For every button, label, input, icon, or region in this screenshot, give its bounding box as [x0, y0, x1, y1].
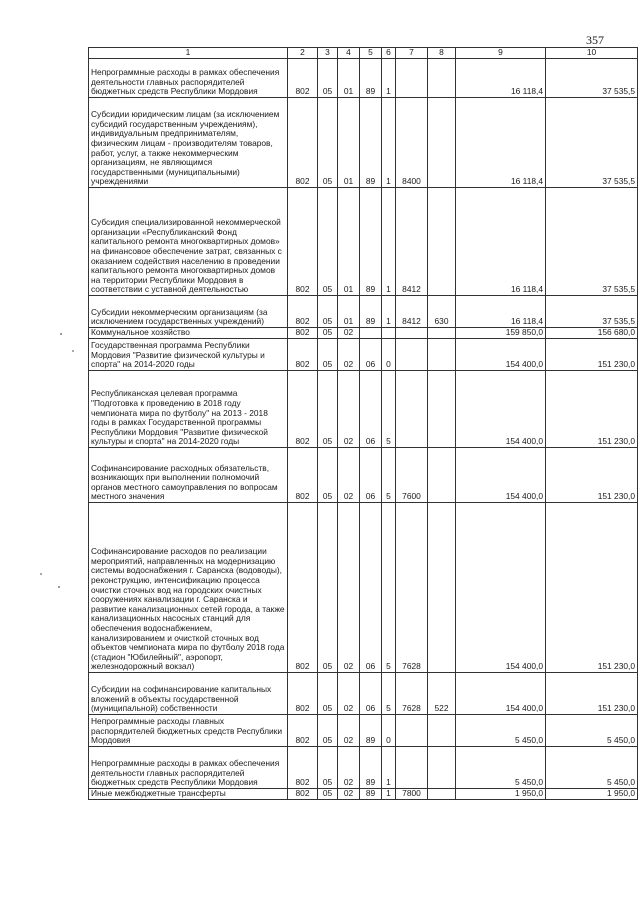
row-name: Софинансирование расходных обязательств, возникающих при выполнении полномочий органов местного самоуправления по вопросам местного значения [89, 448, 288, 503]
row-name: Непрограммные расходы в рамках обеспечения деятельности главных распорядителей бюджетных средств Республики Мордовия [89, 59, 288, 98]
cell-expense-type [428, 747, 456, 789]
cell-expense-type [428, 328, 456, 339]
row-name: Субсидии некоммерческим организациям (за исключением государственных учреждений) [89, 296, 288, 328]
cell-direction [396, 747, 428, 789]
cell-expense-type [428, 371, 456, 448]
table-row [89, 59, 638, 98]
table-row [89, 789, 638, 800]
cell-amount-2: 5 450,0 [546, 715, 638, 747]
cell-subprogram: 1 [382, 747, 396, 789]
cell-amount-1: 154 400,0 [456, 339, 546, 371]
cell-subprogram: 5 [382, 448, 396, 503]
cell-direction: 7600 [396, 448, 428, 503]
column-header: 5 [360, 48, 382, 59]
budget-table [88, 47, 638, 800]
cell-direction [396, 339, 428, 371]
cell-direction: 8412 [396, 188, 428, 296]
cell-program: 06 [360, 448, 382, 503]
cell-direction [396, 371, 428, 448]
cell-section: 05 [318, 789, 338, 800]
cell-ministry: 802 [288, 503, 318, 673]
cell-program: 06 [360, 371, 382, 448]
cell-subprogram: 1 [382, 188, 396, 296]
column-header: 3 [318, 48, 338, 59]
cell-amount-2: 37 535,5 [546, 59, 638, 98]
table-row [89, 715, 638, 747]
cell-subsection: 02 [338, 789, 360, 800]
cell-ministry: 802 [288, 98, 318, 188]
cell-amount-1: 16 118,4 [456, 296, 546, 328]
cell-expense-type [428, 188, 456, 296]
cell-expense-type [428, 59, 456, 98]
cell-ministry: 802 [288, 339, 318, 371]
cell-program: 89 [360, 59, 382, 98]
cell-amount-2: 37 535,5 [546, 296, 638, 328]
scan-speck [58, 586, 60, 588]
cell-amount-1: 16 118,4 [456, 59, 546, 98]
cell-program: 89 [360, 188, 382, 296]
cell-amount-2: 151 230,0 [546, 503, 638, 673]
cell-amount-1: 16 118,4 [456, 98, 546, 188]
column-header: 8 [428, 48, 456, 59]
page-number: 357 [586, 33, 604, 47]
table-row [89, 747, 638, 789]
row-name: Республиканская целевая программа "Подготовка к проведению в 2018 году чемпионата мира по футболу" на 2013 - 2018 годы в рамках Государственной программы Республики Мордовия "Развитие физической культуры и спорта" на 2014-2020 годы [89, 371, 288, 448]
cell-amount-1: 5 450,0 [456, 747, 546, 789]
cell-amount-2: 151 230,0 [546, 448, 638, 503]
cell-ministry: 802 [288, 328, 318, 339]
table-row [89, 371, 638, 448]
row-name: Государственная программа Республики Мордовия "Развитие физической культуры и спорта" на 2014-2020 годы [89, 339, 288, 371]
table-row [89, 673, 638, 715]
cell-direction: 8400 [396, 98, 428, 188]
cell-subsection: 01 [338, 59, 360, 98]
cell-program [360, 328, 382, 339]
row-name: Софинансирование расходов по реализации мероприятий, направленных на модернизацию системы водоснабжения г. Саранска (водоводы), реконструкцию, интенсификацию процесса очистки сточных вод на городских очистных сооружениях канализации г. Саранска и развитие канализационных сетей города, а также канализационных насосных станций для обеспечения водоснабжением, канализированием и очисткой сточных вод объектов чемпионата мира по футболу 2018 года (стадион "Юбилейный", аэропорт, железнодорожный вокзал) [89, 503, 288, 673]
cell-direction [396, 715, 428, 747]
scan-speck [60, 333, 62, 335]
cell-amount-2: 5 450,0 [546, 747, 638, 789]
row-name: Непрограммные расходы главных распорядителей бюджетных средств Республики Мордовия [89, 715, 288, 747]
cell-amount-1: 159 850,0 [456, 328, 546, 339]
cell-ministry: 802 [288, 747, 318, 789]
cell-subsection: 02 [338, 503, 360, 673]
cell-direction: 7628 [396, 673, 428, 715]
cell-amount-1: 16 118,4 [456, 188, 546, 296]
cell-expense-type [428, 789, 456, 800]
cell-expense-type [428, 339, 456, 371]
cell-section: 05 [318, 98, 338, 188]
cell-program: 89 [360, 296, 382, 328]
cell-subprogram: 1 [382, 98, 396, 188]
table-row [89, 448, 638, 503]
column-header: 2 [288, 48, 318, 59]
cell-program: 89 [360, 715, 382, 747]
cell-section: 05 [318, 747, 338, 789]
cell-amount-2: 151 230,0 [546, 371, 638, 448]
cell-amount-1: 5 450,0 [456, 715, 546, 747]
cell-subsection: 02 [338, 339, 360, 371]
cell-subsection: 02 [338, 328, 360, 339]
cell-amount-2: 1 950,0 [546, 789, 638, 800]
cell-program: 89 [360, 98, 382, 188]
cell-subprogram: 5 [382, 371, 396, 448]
cell-amount-1: 154 400,0 [456, 371, 546, 448]
cell-subprogram: 1 [382, 296, 396, 328]
scan-speck [72, 350, 74, 352]
cell-amount-2: 37 535,5 [546, 188, 638, 296]
cell-ministry: 802 [288, 789, 318, 800]
cell-subprogram [382, 328, 396, 339]
table-header-row [89, 48, 638, 59]
cell-amount-2: 37 535,5 [546, 98, 638, 188]
column-header: 9 [456, 48, 546, 59]
cell-amount-1: 154 400,0 [456, 673, 546, 715]
cell-subprogram: 0 [382, 339, 396, 371]
cell-section: 05 [318, 715, 338, 747]
cell-amount-1: 154 400,0 [456, 448, 546, 503]
cell-direction: 8412 [396, 296, 428, 328]
row-name: Иные межбюджетные трансферты [89, 789, 288, 800]
cell-expense-type: 630 [428, 296, 456, 328]
cell-program: 89 [360, 789, 382, 800]
cell-ministry: 802 [288, 371, 318, 448]
column-header: 10 [546, 48, 638, 59]
cell-section: 05 [318, 448, 338, 503]
table-row [89, 188, 638, 296]
cell-section: 05 [318, 503, 338, 673]
column-header: 4 [338, 48, 360, 59]
cell-amount-1: 1 950,0 [456, 789, 546, 800]
cell-section: 05 [318, 673, 338, 715]
cell-ministry: 802 [288, 448, 318, 503]
cell-ministry: 802 [288, 59, 318, 98]
row-name: Субсидии на софинансирование капитальных вложений в объекты государственной (муниципальной) собственности [89, 673, 288, 715]
cell-section: 05 [318, 371, 338, 448]
cell-section: 05 [318, 188, 338, 296]
cell-subprogram: 5 [382, 503, 396, 673]
cell-section: 05 [318, 296, 338, 328]
cell-expense-type [428, 503, 456, 673]
column-header: 7 [396, 48, 428, 59]
cell-subsection: 01 [338, 188, 360, 296]
cell-ministry: 802 [288, 188, 318, 296]
table-row [89, 339, 638, 371]
table-row [89, 296, 638, 328]
row-name: Непрограммные расходы в рамках обеспечения деятельности главных распорядителей бюджетных средств Республики Мордовия [89, 747, 288, 789]
scan-speck [40, 573, 42, 575]
cell-subsection: 02 [338, 448, 360, 503]
table-row [89, 328, 638, 339]
cell-program: 06 [360, 673, 382, 715]
cell-subprogram: 1 [382, 59, 396, 98]
cell-amount-1: 154 400,0 [456, 503, 546, 673]
cell-section: 05 [318, 328, 338, 339]
table-row [89, 503, 638, 673]
cell-amount-2: 156 680,0 [546, 328, 638, 339]
row-name: Субсидия специализированной некоммерческой организации «Республиканский Фонд капитального ремонта многоквартирных домов» на финансовое обеспечение затрат, связанных с оказанием содействия населению в проведении капитального ремонта многоквартирных домов на территории Республики Мордовия в соответствии с уставной деятельностью [89, 188, 288, 296]
cell-expense-type [428, 98, 456, 188]
cell-direction [396, 328, 428, 339]
cell-section: 05 [318, 59, 338, 98]
cell-subsection: 02 [338, 715, 360, 747]
cell-program: 06 [360, 503, 382, 673]
cell-subsection: 02 [338, 673, 360, 715]
cell-amount-2: 151 230,0 [546, 673, 638, 715]
cell-subprogram: 1 [382, 789, 396, 800]
cell-program: 89 [360, 747, 382, 789]
cell-expense-type [428, 448, 456, 503]
cell-ministry: 802 [288, 673, 318, 715]
cell-subsection: 01 [338, 98, 360, 188]
cell-ministry: 802 [288, 715, 318, 747]
cell-expense-type: 522 [428, 673, 456, 715]
cell-ministry: 802 [288, 296, 318, 328]
cell-direction: 7628 [396, 503, 428, 673]
cell-subsection: 02 [338, 371, 360, 448]
cell-section: 05 [318, 339, 338, 371]
row-name: Коммунальное хозяйство [89, 328, 288, 339]
cell-amount-2: 151 230,0 [546, 339, 638, 371]
cell-subprogram: 0 [382, 715, 396, 747]
cell-direction: 7800 [396, 789, 428, 800]
cell-expense-type [428, 715, 456, 747]
cell-subsection: 01 [338, 296, 360, 328]
cell-direction [396, 59, 428, 98]
cell-program: 06 [360, 339, 382, 371]
row-name: Субсидии юридическим лицам (за исключением субсидий государственным учреждениям), индивидуальным предпринимателям, физическим лицам - производителям товаров, работ, услуг, а также некоммерческим организациям, не являющимся государственными (муниципальными) учреждениями [89, 98, 288, 188]
cell-subsection: 02 [338, 747, 360, 789]
cell-subprogram: 5 [382, 673, 396, 715]
column-header: 6 [382, 48, 396, 59]
table-row [89, 98, 638, 188]
column-header: 1 [89, 48, 288, 59]
